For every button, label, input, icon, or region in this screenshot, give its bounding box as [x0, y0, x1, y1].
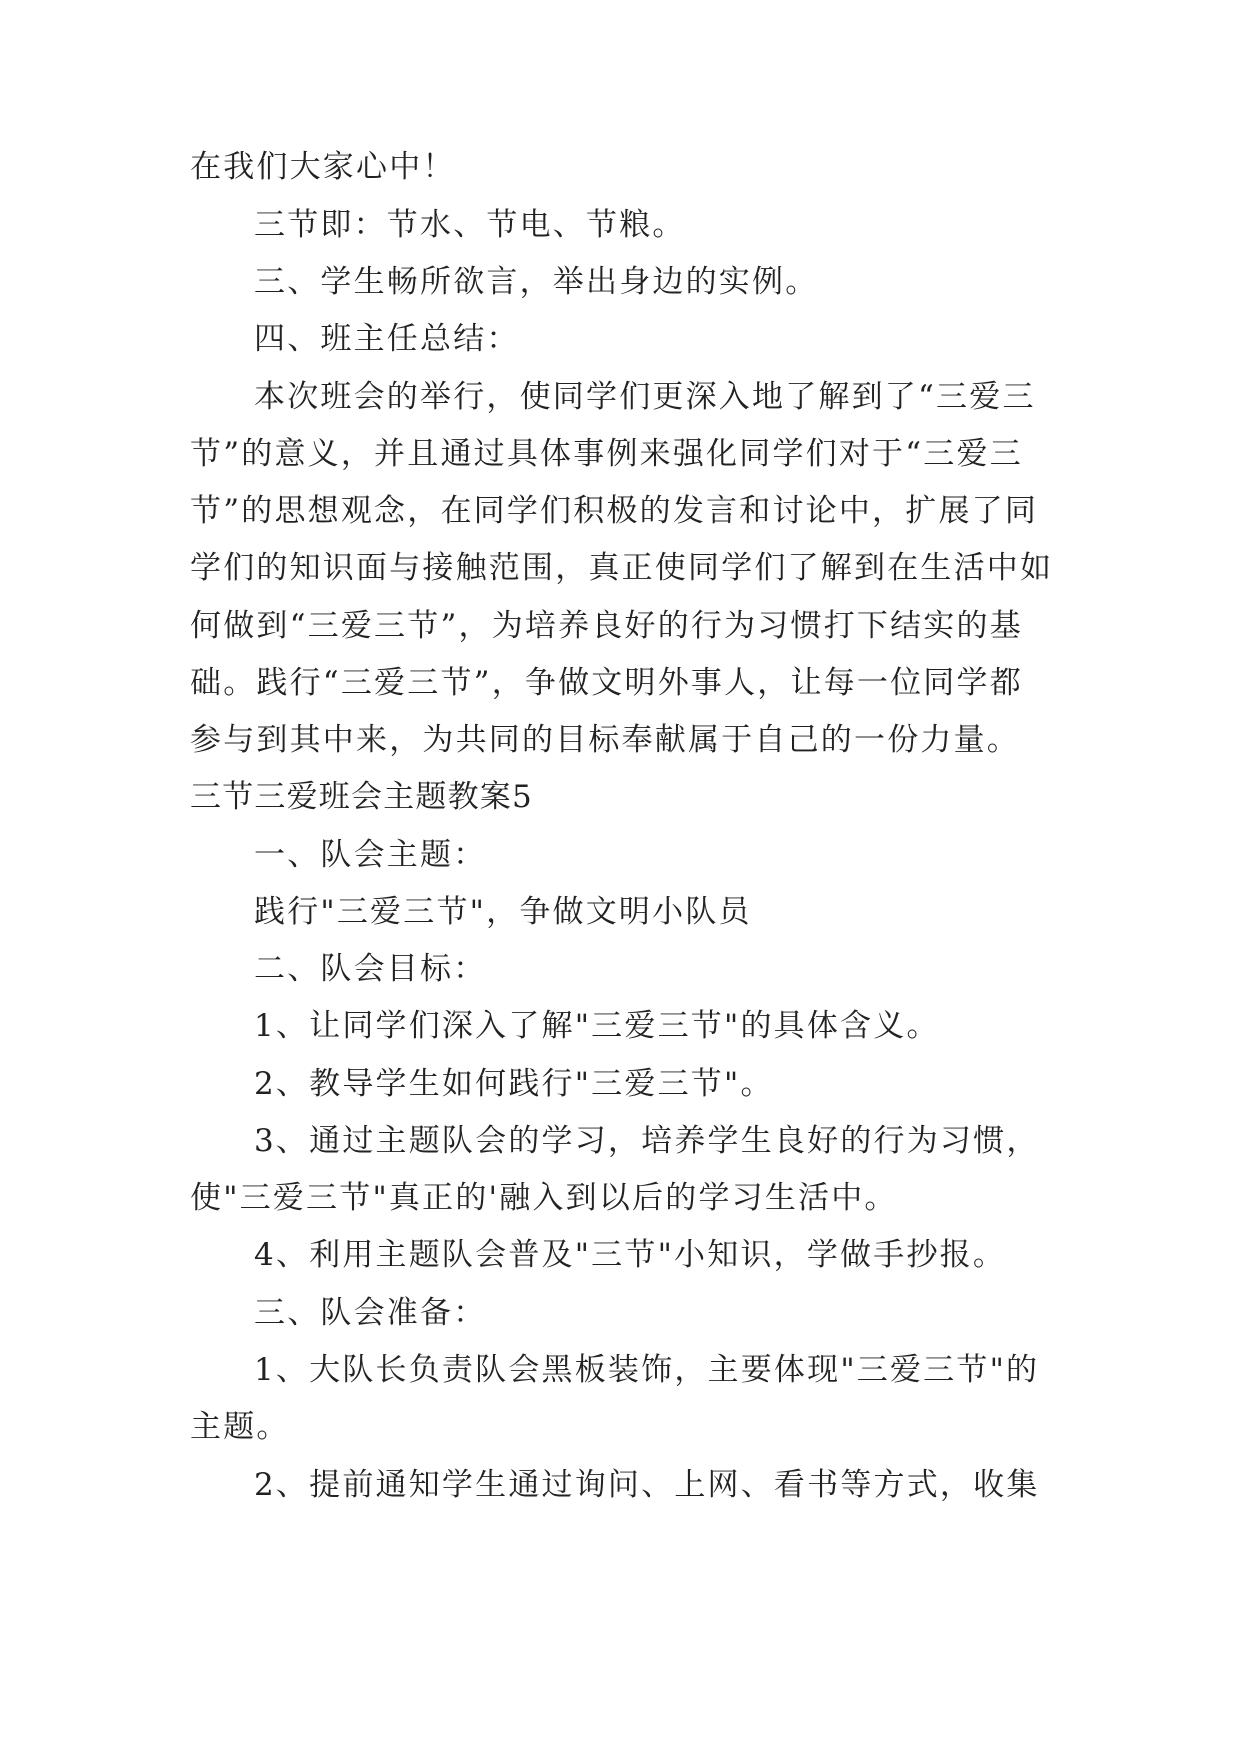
text-line: 节”的思想观念，在同学们积极的发言和讨论中，扩展了同 [190, 493, 1039, 529]
text-line: 学们的知识面与接触范围，真正使同学们了解到在生活中如 [190, 550, 1054, 586]
text-line: 2、提前通知学生通过询问、上网、看书等方式，收集 [254, 1467, 1040, 1503]
text-line: 在我们大家心中！ [190, 149, 456, 185]
text-line: 四、班主任总结： [254, 321, 520, 357]
text-line: 节”的意义，并且通过具体事例来强化同学们对于“三爱三 [190, 436, 1023, 472]
text-line: 2、教导学生如何践行"三爱三节"。 [254, 1066, 774, 1102]
text-line: 4、利用主题队会普及"三节"小知识，学做手抄报。 [254, 1237, 1007, 1273]
text-line: 1、让同学们深入了解"三爱三节"的具体含义。 [254, 1008, 940, 1044]
text-line: 三节即：节水、节电、节粮。 [254, 207, 686, 243]
text-line: 使"三爱三节"真正的'融入到以后的学习生活中。 [190, 1180, 898, 1216]
text-line: 何做到“三爱三节”，为培养良好的行为习惯打下结实的基 [190, 608, 1023, 644]
section-heading: 三节三爱班会主题教案5 [190, 779, 533, 815]
text-line: 参与到其中来，为共同的目标奉献属于自己的一份力量。 [190, 722, 1020, 758]
text-line: 础。践行“三爱三节”，争做文明外事人，让每一位同学都 [190, 665, 1023, 701]
text-line: 本次班会的举行，使同学们更深入地了解到了“三爱三 [254, 379, 1036, 415]
text-line: 三、学生畅所欲言，举出身边的实例。 [254, 264, 819, 300]
text-line: 3、通过主题队会的学习，培养学生良好的行为习惯， [254, 1123, 1040, 1159]
text-line: 1、大队长负责队会黑板装饰，主要体现"三爱三节"的 [254, 1352, 1040, 1388]
text-line: 一、队会主题： [254, 837, 487, 873]
text-line: 三、队会准备： [254, 1295, 487, 1331]
text-line: 践行"三爱三节"，争做文明小队员 [254, 894, 752, 930]
text-line: 二、队会目标： [254, 951, 487, 987]
text-line: 主题。 [190, 1409, 290, 1445]
